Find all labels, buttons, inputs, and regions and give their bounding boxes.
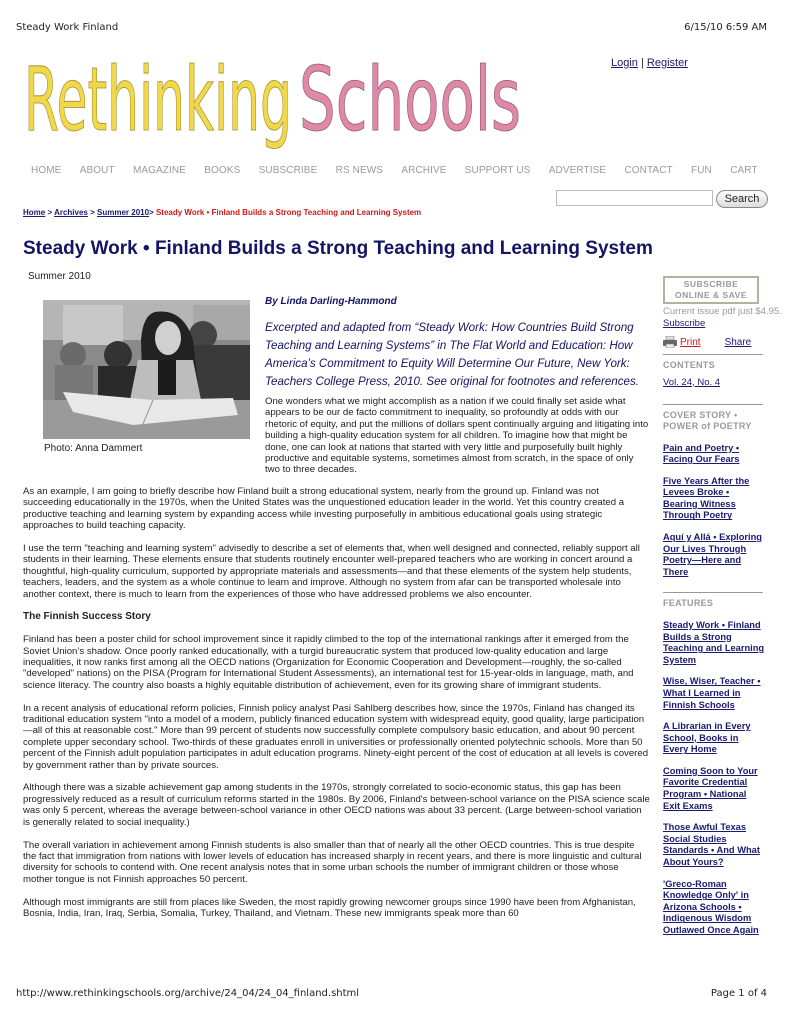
nav-archive[interactable]: ARCHIVE	[401, 165, 447, 176]
breadcrumb-current: Steady Work • Finland Builds a Strong Teaching and Learning System	[155, 208, 422, 217]
paragraph: In a recent analysis of educational reform policies, Finnish policy analyst Pasi Sahlberg describes how, since the 1970s, Finland has changed its traditional education system "into a model of a modern, publicly financed education system with widespread equity, good quality, large participation—all of this at reasonable cost." More than 99 percent of students now successfully complete compulsory basic education, and about 90 percent complete upper secondary school. Two-thirds of these graduates enroll in universities or professionally oriented polytechnic schools. More than 50 percent of the Finnish adult population participates in adult education programs. Ninety-eight percent of the cost of education at all levels is covered by government rather than by private sources.	[23, 702, 649, 771]
main-nav	[31, 165, 776, 176]
logo-image	[24, 52, 524, 156]
sidebar	[663, 276, 787, 937]
feature-link-librarian[interactable]: A Librarian in Every School, Books in Every Home	[663, 721, 751, 755]
excerpt-note: Excerpted and adapted from “Steady Work: How Countries Build Strong Teaching and Learning Systems” in The Flat World and Education: How America’s Commitment to Equity Will Determine Our Future, New York: Teachers College Press, 2010. See original for footnotes and references.	[265, 321, 640, 388]
divider	[663, 354, 763, 355]
breadcrumb	[23, 208, 421, 217]
print-header-datetime: 6/15/10 6:59 AM	[684, 22, 767, 33]
cover-story-heading: COVER STORY • POWER of POETRY	[663, 409, 752, 431]
current-issue-note	[663, 306, 787, 329]
paragraph: Finland has been a poster child for school improvement since it rapidly climbed to the top of the international rankings after it emerged from the Soviet Union’s shadow. Once poorly ranked educationally, with a turgid bureaucratic system that produced low-quality education and large inequalities, it now ranks first among all the OECD nations (Organization for Economic Cooperation and Development—roughly, the so-called "developed" nations) on the PISA (Program for International Student Assessments), an international test for 15-year-olds in language, math, and science literacy. The country also boasts a highly equitable distribution of achievement, even for its growing share of immigrant students.	[23, 634, 634, 691]
divider	[663, 404, 763, 405]
divider	[663, 592, 763, 593]
nav-magazine[interactable]: MAGAZINE	[132, 165, 186, 176]
breadcrumb-home[interactable]: Home	[23, 208, 46, 217]
photo-caption: Photo: Anna Dammert	[44, 443, 143, 454]
feature-link-steady-work[interactable]: Steady Work • Finland Builds a Strong Teaching and Learning System	[663, 619, 765, 665]
cover-link-pain-and-poetry[interactable]: Pain and Poetry • Facing Our Fears	[663, 442, 740, 465]
paragraph: As an example, I am going to briefly describe how Finland built a strong educational system, nearly from the ground up. Finland was not succeeding educationally in the 1970s, when the United States was the unquestioned education leader in the world. Yet this country created a productive teaching and learning system by expanding access while investing purposefully in ambitious educational goals using strategic approaches to build teaching capacity.	[23, 486, 625, 532]
print-footer-url: http://www.rethinkingschools.org/archive/24_04/24_04_finland.shtml	[16, 988, 360, 999]
feature-link-greco-roman[interactable]: 'Greco-Roman Knowledge Only' in Arizona Schools • Indigenous Wisdom Outlawed Once Again	[663, 878, 759, 935]
paragraph: Although there was a sizable achievement gap among students in the 1970s, strongly correlated to socio-economic status, this gap has been progressively reduced as a result of curriculum reforms started in the 1980s. By 2006, Finland's between-school variance on the PISA science scale was only 5 percent, whereas the average between-school variance in other OECD nations was about 33 percent. (Large between-school variation is generally related to social inequality.)	[23, 782, 650, 828]
print-share-row	[663, 336, 787, 348]
breadcrumb-archives[interactable]: Archives	[54, 208, 88, 217]
printer-icon	[663, 336, 677, 348]
nav-advertise[interactable]: ADVERTISE	[548, 165, 607, 176]
subscribe-box-line1: SUBSCRIBE	[683, 279, 739, 289]
intro-paragraph: One wonders what we might accomplish as a nation if we could finally set aside what appears to be our de facto commitment to inequality, so profoundly at odds with our rhetoric of equity, and put the millions of dollars spent continually arguing and litigating into building a high-quality education system for all children. To imagine how that might be done, one can look at nations that started with very little and purposefully built highly productive and equitable systems, sometimes almost from scratch, in the space of only two to three decades.	[265, 396, 649, 476]
paragraph: The overall variation in achievement among Finnish students is also smaller than that of nearly all the other OECD countries. This is true despite the fact that immigration from nations with lower levels of education has increased sharply in recent years, and there is more linguistic and cultural diversity for schools to contend with. One recent analysis notes that in some urban schools the number of immigrant children or those whose mother tongue is not Finnish approaches 50 percent.	[23, 839, 642, 885]
article-body	[23, 486, 650, 931]
volume-link[interactable]: Vol. 24, No. 4	[663, 376, 721, 388]
section-heading: The Finnish Success Story	[23, 611, 151, 623]
paragraph: I use the term "teaching and learning system" advisedly to describe a set of elements that, when well designed and connected, reliably support all students in their learning. These elements ensure that students routinely encounter well-prepared teachers who are working in concert around a thoughtful, high-quality curriculum, supported by appropriate materials and assessments—and that these elements of the system help students, teachers, leaders, and the system as a whole continue to learn and improve. Although no system from afar can be transported wholesale into another context, there is much to learn from the experiences of those who have addressed problems we also encounter.	[23, 543, 640, 600]
logo-part2: Schools	[299, 52, 521, 151]
print-header-title: Steady Work Finland	[16, 22, 119, 33]
print-footer-page: Page 1 of 4	[710, 988, 767, 999]
nav-rs-news[interactable]: RS NEWS	[335, 165, 384, 176]
nav-subscribe[interactable]: SUBSCRIBE	[258, 165, 318, 176]
cover-link-five-years[interactable]: Five Years After the Levees Broke • Bearing Witness Through Poetry	[663, 475, 750, 521]
nav-fun[interactable]: FUN	[691, 165, 712, 176]
photo-image	[43, 300, 250, 439]
register-link[interactable]: Register	[646, 57, 688, 69]
account-links	[611, 57, 688, 69]
login-link[interactable]: Login	[611, 57, 638, 69]
subscribe-link[interactable]: Subscribe	[663, 317, 706, 329]
feature-link-exit-exams[interactable]: Coming Soon to Your Favorite Credential Program • National Exit Exams	[663, 765, 758, 811]
page-title: Steady Work • Finland Builds a Strong Teaching and Learning System	[23, 238, 653, 259]
logo-part1: Rethinking	[24, 52, 292, 151]
search-button[interactable]: Search	[716, 190, 768, 208]
current-issue-text: Current issue pdf just $4.95.	[663, 306, 782, 317]
print-link[interactable]: Print	[680, 336, 701, 348]
nav-about[interactable]: ABOUT	[79, 165, 115, 176]
contents-heading: CONTENTS	[663, 360, 715, 370]
features-heading: FEATURES	[663, 598, 714, 609]
nav-support-us[interactable]: SUPPORT US	[464, 165, 531, 176]
breadcrumb-separator: >	[47, 208, 53, 217]
feature-link-texas-standards[interactable]: Those Awful Texas Social Studies Standards • And What About Yours?	[663, 822, 760, 868]
breadcrumb-separator: >	[149, 208, 154, 217]
nav-home[interactable]: HOME	[31, 165, 62, 176]
nav-contact[interactable]: CONTACT	[624, 165, 673, 176]
breadcrumb-issue[interactable]: Summer 2010	[97, 208, 150, 217]
site-logo[interactable]	[24, 52, 524, 156]
cover-link-aqui-y-alla[interactable]: Aquí y Allá • Exploring Our Lives Through Poetry—Here and There	[663, 532, 762, 577]
account-separator: |	[640, 57, 644, 69]
subscribe-box-line2: ONLINE & SAVE	[675, 290, 747, 300]
share-link[interactable]: Share	[724, 336, 752, 348]
subscribe-box[interactable]	[663, 276, 759, 304]
nav-books[interactable]: BOOKS	[204, 165, 241, 176]
paragraph: Although most immigrants are still from places like Sweden, the most rapidly growing newcomer groups since 1990 have been from Afghanistan, Bosnia, India, Iran, Iraq, Serbia, Somalia, Turkey, Thailand, and Vietnam. These new immigrants speak more than 60	[23, 896, 636, 919]
nav-cart[interactable]: CART	[730, 165, 758, 176]
issue-label: Summer 2010	[28, 271, 91, 282]
article-photo	[43, 300, 250, 439]
feature-link-wise-wiser[interactable]: Wise, Wiser, Teacher • What I Learned in Finnish Schools	[663, 676, 761, 710]
breadcrumb-separator: >	[90, 208, 95, 217]
byline: By Linda Darling-Hammond	[265, 296, 397, 307]
search-input[interactable]	[556, 190, 713, 206]
